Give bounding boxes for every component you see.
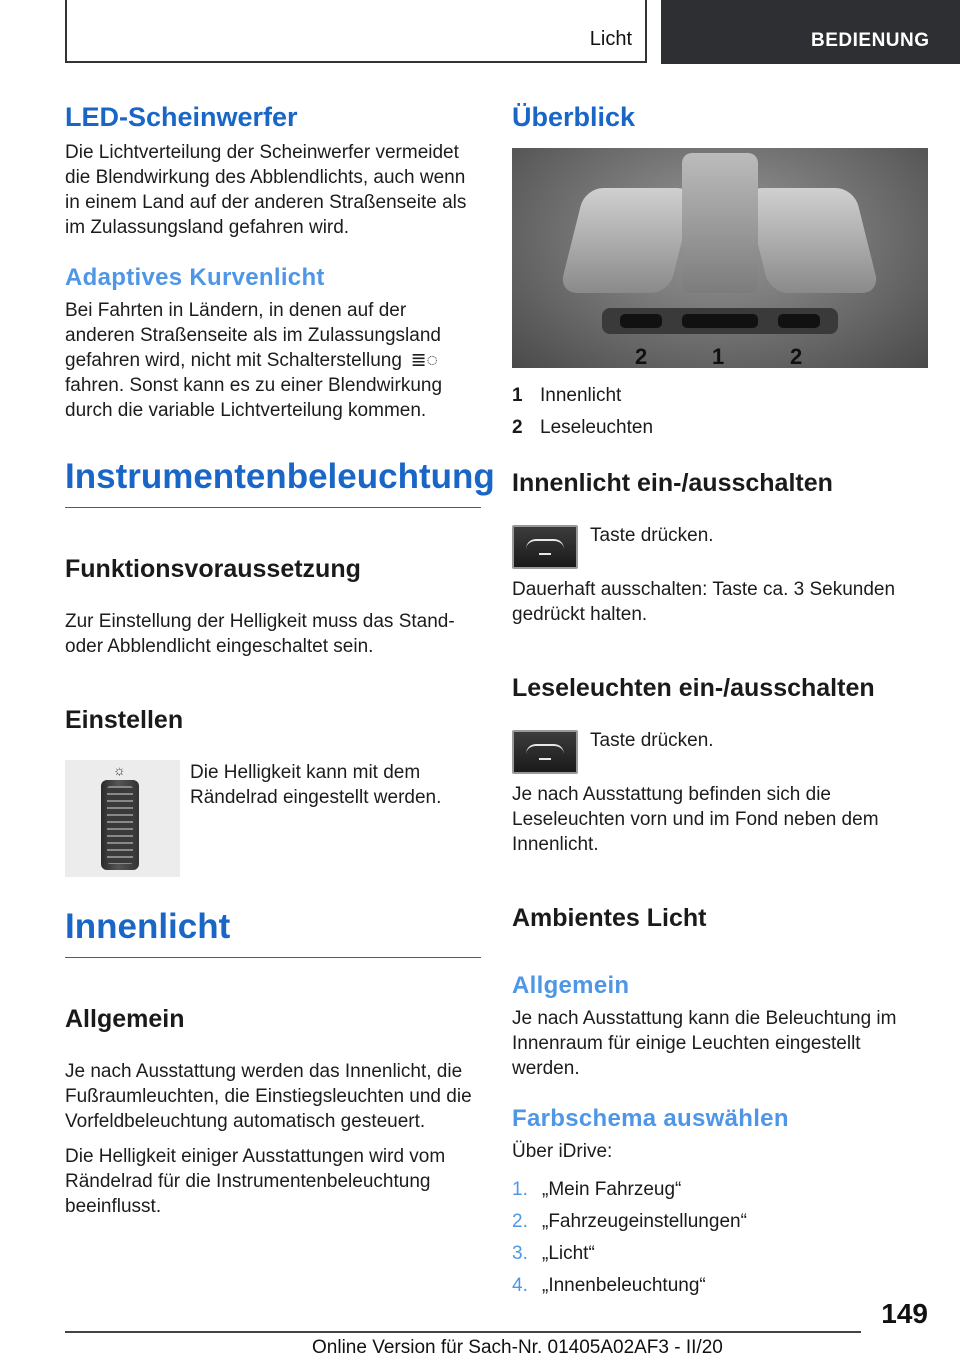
adjust-heading: Einstellen <box>65 706 184 734</box>
adjust-paragraph: Die Helligkeit kann mit dem Rändelrad eingestellt werden. <box>190 762 442 808</box>
headlight-switch-icon: ≣◌ <box>410 350 438 371</box>
press-button-text-2: Taste drücken. <box>590 730 714 751</box>
step-item: 3. „Licht“ <box>512 1243 595 1264</box>
function-requirement-paragraph: Zur Einstellung der Helligkeit muss das Stand- oder Abblendlicht eingeschaltet sein. <box>65 611 455 657</box>
reading-light-paragraph: Je nach Ausstattung befinden sich die Leseleuchten vorn und im Fond neben dem Innenlicht. <box>512 784 879 855</box>
photo-label: 2 <box>790 344 803 368</box>
reading-light-switch-right <box>778 314 820 328</box>
led-paragraph: Die Lichtverteilung der Scheinwerfer vermeidet die Blendwirkung des Abblendlichts, auch wenn in einem Land auf der anderen Straßenseite als im Zulassungsland gefahren wird. <box>65 142 467 238</box>
menu-steps <box>512 1174 928 1302</box>
reading-light-button-icon <box>512 730 578 774</box>
center-light-unit <box>682 153 758 293</box>
right-column <box>512 100 928 1302</box>
general-paragraph-1: Je nach Ausstattung werden das Innenlicht, die Fußraumleuchten, die Einstiegsleuchten und die Vorfeldbeleuchtung automatisch gesteuert. <box>65 1061 472 1132</box>
curve-text-b: fahren. Sonst kann es zu einer Blendwirkung durch die variable Lichtverteilung kommen. <box>65 375 443 421</box>
photo-label: 1 <box>712 344 725 368</box>
curve-text-a: Bei Fahrten in Ländern, in denen auf der anderen Straßenseite als im Zulassungsland gefahren wird, nicht mit Schalterstellung <box>65 300 441 371</box>
footer-text: Online Version für Sach-Nr. 01405A02AF3 - II/20 <box>312 1337 723 1358</box>
function-requirement-heading: Funktionsvoraussetzung <box>65 555 361 583</box>
idrive-text: Über iDrive: <box>512 1141 613 1162</box>
curve-paragraph <box>65 298 481 423</box>
ambient-paragraph: Je nach Ausstattung kann die Beleuchtung im Innenraum für einige Leuchten eingestellt werden. <box>512 1008 897 1079</box>
legend-item: 1 Innenlicht <box>512 385 622 406</box>
photo-legend <box>512 380 928 444</box>
header-section-label: Licht <box>589 28 632 50</box>
color-scheme-heading: Farbschema auswählen <box>512 1105 789 1132</box>
reading-light-lens-right <box>744 188 880 293</box>
legend-item: 2 Leseleuchten <box>512 417 654 438</box>
general-paragraph-2: Die Helligkeit einiger Ausstattungen wird vom Rändelrad für die Instrumentenbeleuchtung beeinflusst. <box>65 1146 446 1217</box>
reading-light-heading: Leseleuchten ein-/ausschalten <box>512 674 875 702</box>
page-number: 149 <box>881 1298 928 1329</box>
left-column <box>65 100 495 1229</box>
step-item: 2. „Fahrzeugeinstellungen“ <box>512 1211 747 1232</box>
overview-photo <box>512 148 928 368</box>
dimmer-icon: ☼ <box>113 762 126 778</box>
interior-light-heading: Innenlicht <box>65 905 481 958</box>
header-chapter-tab: BEDIENUNG <box>661 0 960 64</box>
led-heading: LED-Scheinwerfer <box>65 102 298 132</box>
header-frame <box>65 0 647 63</box>
reading-light-switch-left <box>620 314 662 328</box>
press-button-text: Taste drücken. <box>590 525 714 546</box>
interior-light-button-icon <box>512 525 578 569</box>
overview-heading: Überblick <box>512 102 636 132</box>
interior-switch-heading: Innenlicht ein-/ausschalten <box>512 469 833 497</box>
curve-heading: Adaptives Kurvenlicht <box>65 264 325 291</box>
step-item: 4. „Innenbeleuchtung“ <box>512 1275 706 1296</box>
reading-light-lens-left <box>559 188 695 293</box>
photo-label: 2 <box>635 344 648 368</box>
instrument-lighting-heading: Instrumentenbeleuchtung <box>65 455 481 508</box>
ambient-light-heading: Ambientes Licht <box>512 904 707 932</box>
permanent-off-text: Dauerhaft ausschalten: Taste ca. 3 Sekunden gedrückt halten. <box>512 579 896 625</box>
thumbwheel-figure <box>65 760 180 877</box>
footer-rule <box>65 1331 861 1333</box>
step-item: 1. „Mein Fahrzeug“ <box>512 1179 682 1200</box>
ambient-general-heading: Allgemein <box>512 972 630 999</box>
general-heading: Allgemein <box>65 1005 185 1033</box>
interior-light-switch <box>682 314 758 328</box>
